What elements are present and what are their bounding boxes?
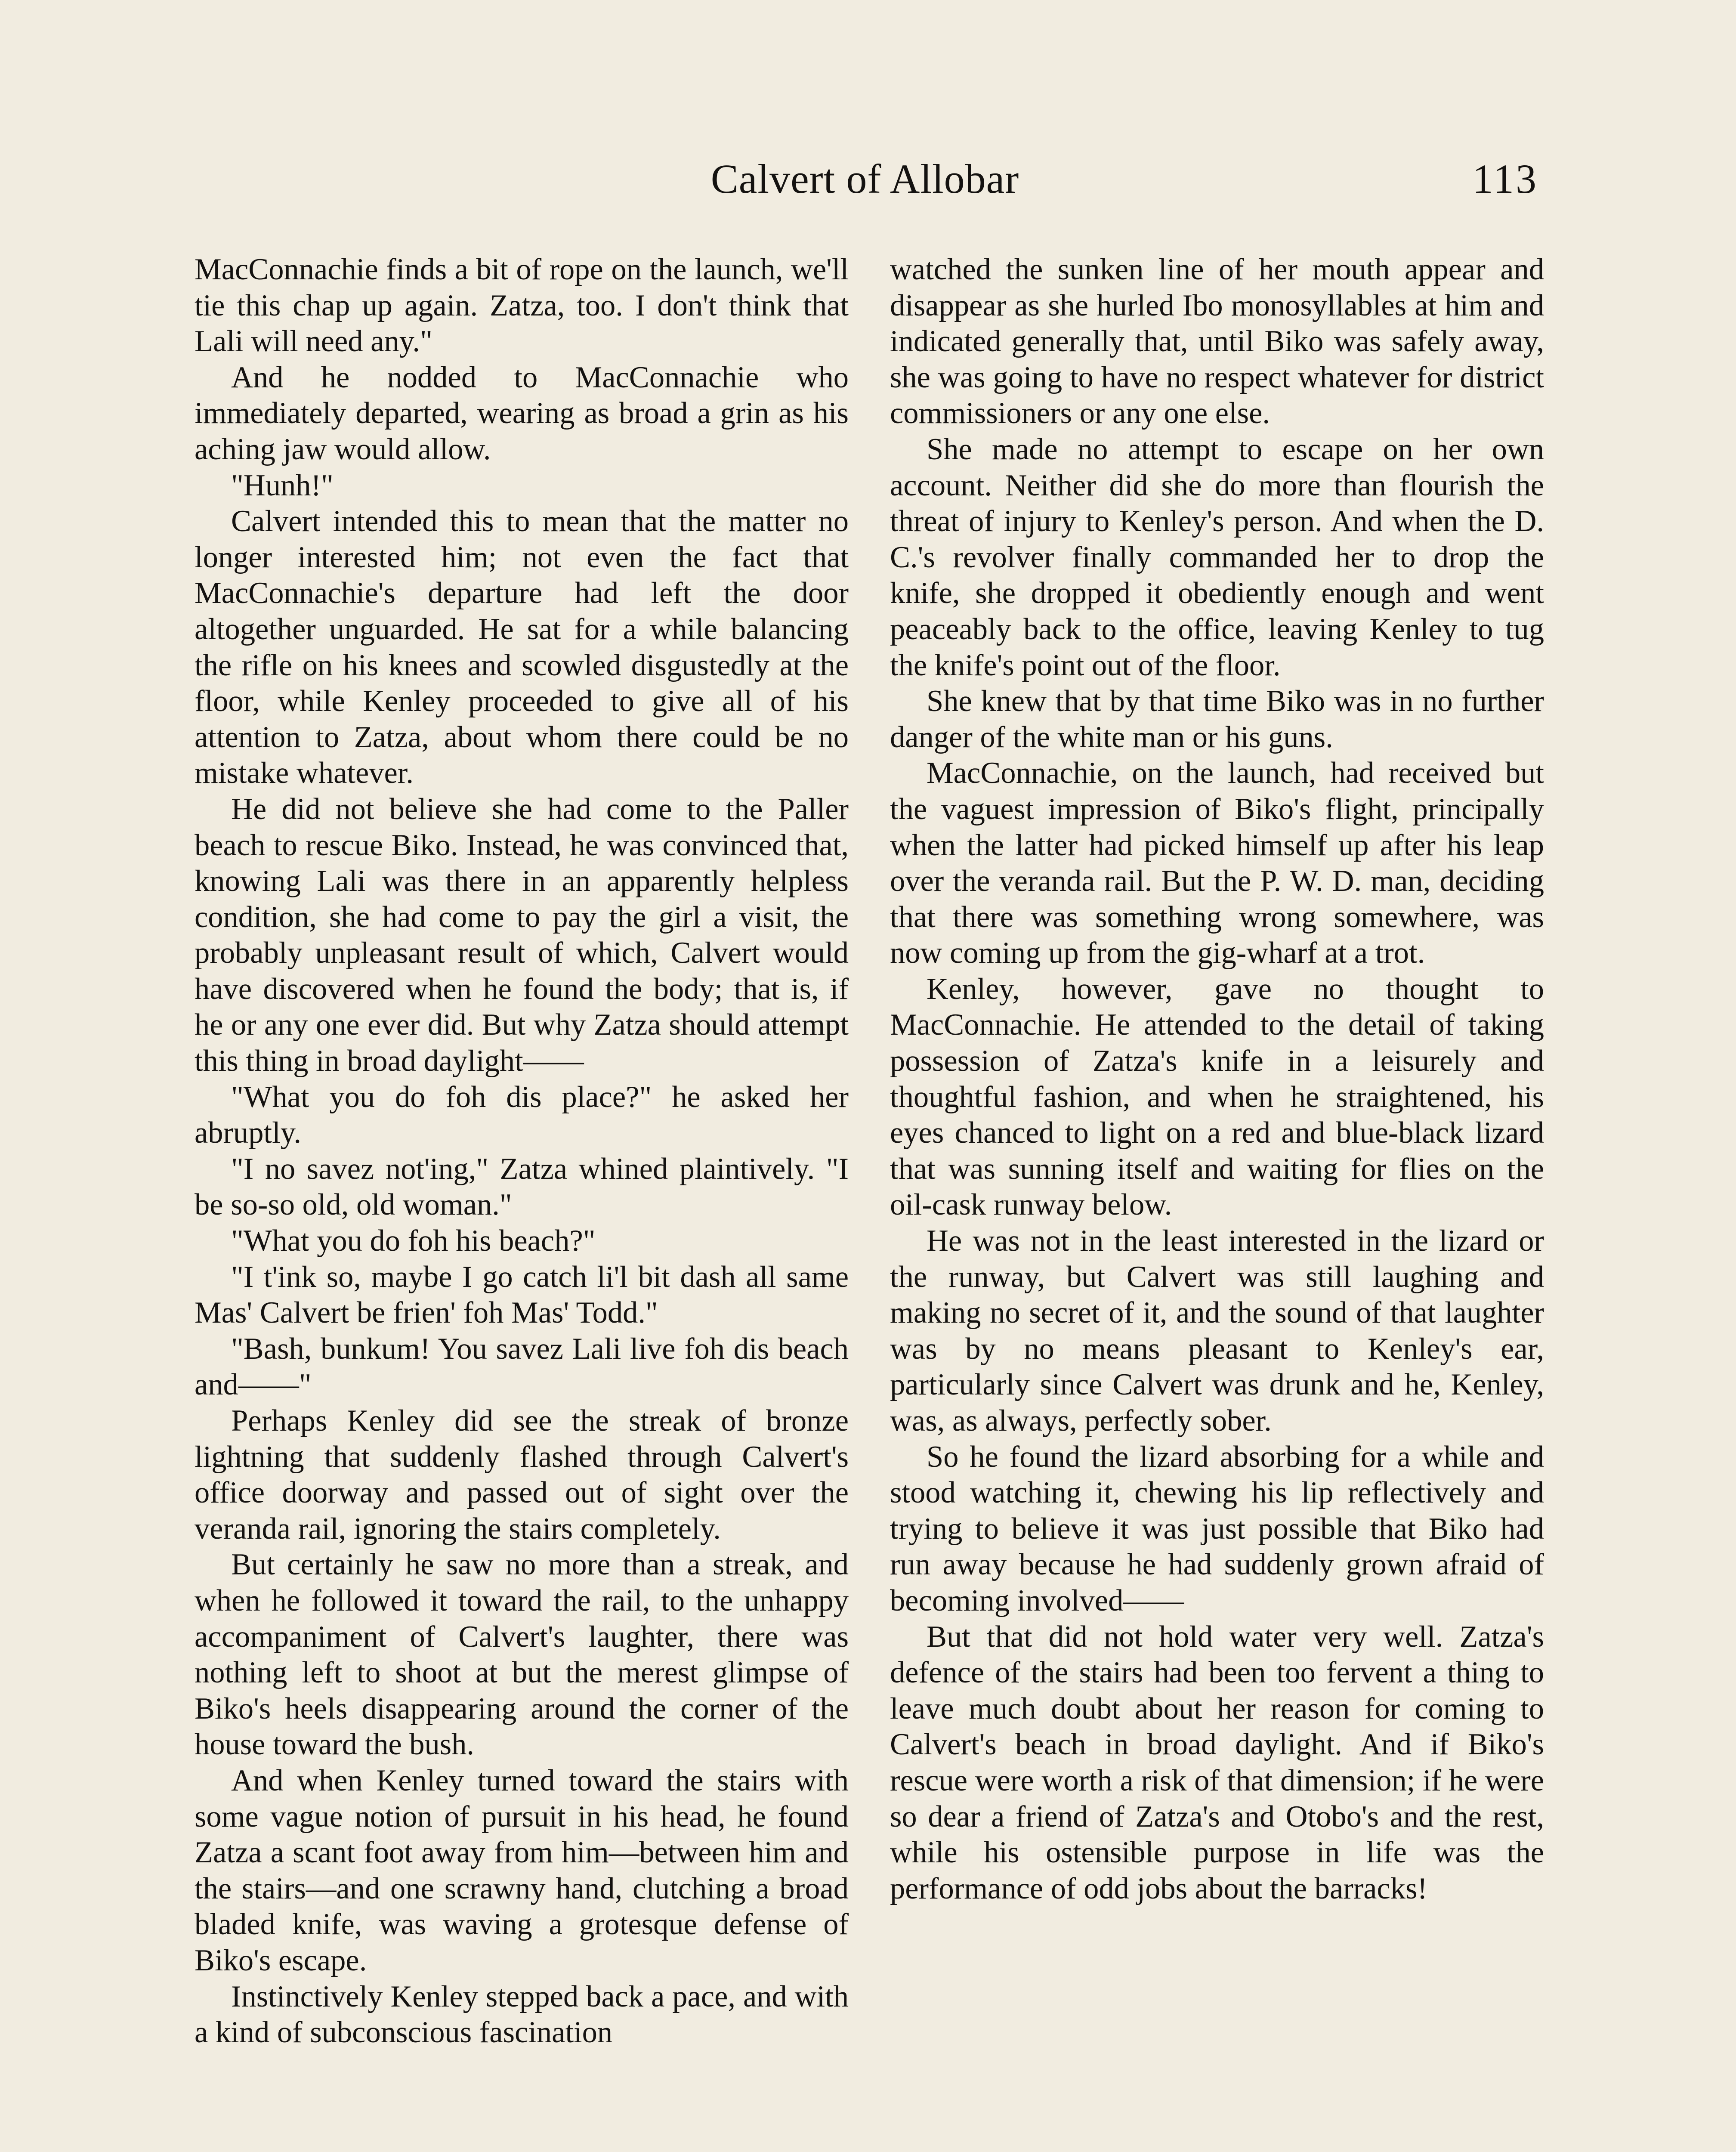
paragraph: She knew that by that time Biko was in no further danger of the white man or his guns.: [890, 684, 1544, 754]
paragraph: "Bash, bunkum! You savez Lali live foh dis beach and——": [195, 1332, 849, 1402]
paragraph: So he found the lizard absorbing for a while and stood watching it, chewing his lip reflectively and trying to believe it was just possible that Biko had run away because he had suddenly grown afraid of becoming involved——: [890, 1440, 1544, 1617]
paragraph: MacConnachie, on the launch, had received but the vaguest impression of Biko's flight, principally when the latter had picked himself up after his leap over the veranda rail. But the P. W. D. man, deciding that there was something wrong somewhere, was now coming up from the gig-wharf at a trot.: [890, 756, 1544, 970]
paragraph: Kenley, however, gave no thought to MacConnachie. He attended to the detail of taking possession of Zatza's knife in a leisurely and thoughtful fashion, and when he straightened, his eyes chanced to light on a red and blue-black lizard that was sunning itself and waiting for flies on the oil-cask runway below.: [890, 972, 1544, 1222]
paragraph: "What you do foh dis place?" he asked her abruptly.: [195, 1080, 849, 1150]
paragraph: "What you do foh his beach?": [231, 1224, 596, 1258]
paragraph: "I no savez not'ing," Zatza whined plaintively. "I be so-so old, old woman.": [195, 1152, 849, 1222]
paragraph: Perhaps Kenley did see the streak of bronze lightning that suddenly flashed through Calvert's office doorway and passed out of sight over the veranda rail, ignoring the stairs completely.: [195, 1404, 849, 1546]
paragraph: But that did not hold water very well. Zatza's defence of the stairs had been too fervent a thing to leave much doubt about her reason for coming to Calvert's beach in broad daylight. And if Biko's rescue were worth a risk of that dimension; if he were so dear a friend of Zatza's and Otobo's and the rest, while his ostensible purpose in life was the performance of odd jobs about the barracks!: [890, 1620, 1544, 1905]
page-number: 113: [1472, 156, 1538, 202]
text-column-right: [890, 252, 1544, 1907]
paragraph: And when Kenley turned toward the stairs with some vague notion of pursuit in his head, he found Zatza a scant foot away from him—between him and the stairs—and one scrawny hand, clutching a broad bladed knife, was waving a grotesque defense of Biko's escape.: [195, 1763, 849, 1977]
running-title: Calvert of Allobar: [710, 156, 1019, 202]
paragraph: She made no attempt to escape on her own account. Neither did she do more than flourish the threat of injury to Kenley's person. And when the D. C.'s revolver finally commanded her to drop the knife, she dropped it obediently enough and went peaceably back to the office, leaving Kenley to tug the knife's point out of the floor.: [890, 432, 1544, 682]
paragraph: "Hunh!": [231, 468, 334, 502]
paragraph: And he nodded to MacConnachie who immediately departed, wearing as broad a grin as his aching jaw would allow.: [195, 360, 849, 466]
paragraph: MacConnachie finds a bit of rope on the launch, we'll tie this chap up again. Zatza, too. I don't think that Lali will need any.": [195, 253, 849, 359]
paragraph: He did not believe she had come to the Paller beach to rescue Biko. Instead, he was convinced that, knowing Lali was there in an apparently helpless condition, she had come to pay the girl a visit, the probably unpleasant result of which, Calvert would have discovered when he found the body; that is, if he or any one ever did. But why Zatza should attempt this thing in broad daylight——: [195, 792, 849, 1078]
paragraph: But certainly he saw no more than a streak, and when he followed it toward the rail, to the unhappy accompaniment of Calvert's laughter, there was nothing left to shoot at but the merest glimpse of Biko's heels disappearing around the corner of the house toward the bush.: [195, 1548, 849, 1762]
paragraph: Calvert intended this to mean that the matter no longer interested him; not even the fact that MacConnachie's departure had left the door altogether unguarded. He sat for a while balancing the rifle on his knees and scowled disgustedly at the floor, while Kenley proceeded to give all of his attention to Zatza, about whom there could be no mistake whatever.: [195, 504, 849, 790]
paragraph: watched the sunken line of her mouth appear and disappear as she hurled Ibo monosyllables at him and indicated generally that, until Biko was safely away, she was going to have no respect whatever for district commissioners or any one else.: [890, 253, 1544, 430]
paragraph: "I t'ink so, maybe I go catch li'l bit dash all same Mas' Calvert be frien' foh Mas' Todd.": [195, 1260, 849, 1330]
paragraph: Instinctively Kenley stepped back a pace, and with a kind of subconscious fascination: [195, 1979, 849, 2050]
paragraph: He was not in the least interested in the lizard or the runway, but Calvert was still laughing and making no secret of it, and the sound of that laughter was by no means pleasant to Kenley's ear, particularly since Calvert was drunk and he, Kenley, was, as always, perfectly sober.: [890, 1224, 1544, 1438]
text-column-left: [195, 252, 849, 2051]
